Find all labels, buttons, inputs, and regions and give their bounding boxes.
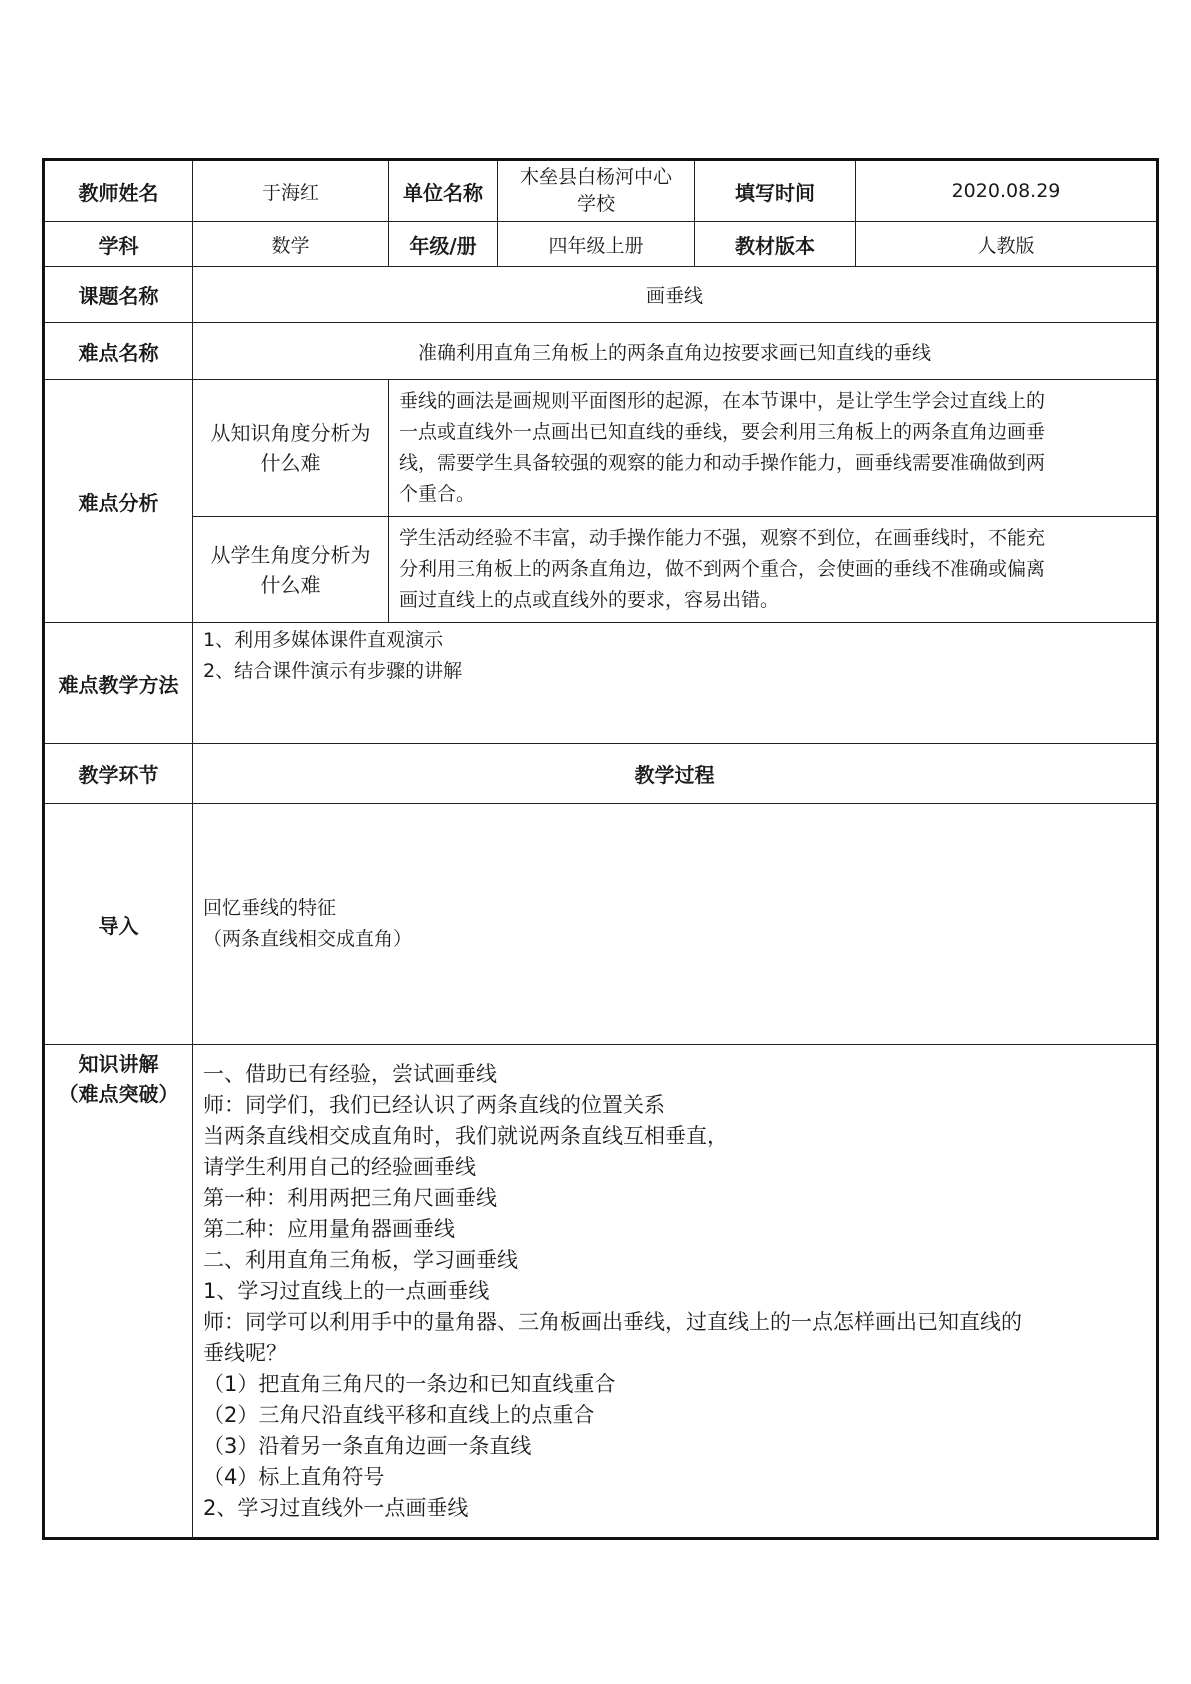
- knowledge-text-line: （3）沿着另一条直角边画一条直线: [203, 1434, 532, 1458]
- student-angle-label: [193, 517, 389, 623]
- student-angle-label-line2: 什么难: [260, 572, 321, 597]
- knowledge-angle-label-line1: 从知识角度分析为: [210, 421, 371, 445]
- teacher-value: 于海红: [193, 160, 389, 222]
- knowledge-line: 一点或直线外一点画出已知直线的垂线，要会利用三角板上的两条直角边画垂: [399, 421, 1046, 443]
- edition-value: 人教版: [856, 222, 1158, 267]
- grade-value: 四年级上册: [498, 222, 695, 267]
- knowledge-text: [193, 1045, 1158, 1539]
- knowledge-text-line: 1、学习过直线上的一点画垂线: [203, 1279, 490, 1303]
- knowledge-text-line: 师：同学可以利用手中的量角器、三角板画出垂线，过直线上的一点怎样画出已知直线的: [203, 1310, 1022, 1334]
- knowledge-text-line: （2）三角尺沿直线平移和直线上的点重合: [203, 1403, 595, 1427]
- unit-value-line2: 学校: [576, 193, 615, 215]
- knowledge-label-line2: （难点突破）: [58, 1082, 179, 1106]
- process-stage-header: 教学环节: [44, 744, 193, 804]
- intro-line: （两条直线相交成直角）: [203, 928, 413, 950]
- knowledge-text-line: 垂线呢？: [203, 1341, 287, 1365]
- knowledge-angle-text: [389, 380, 1158, 517]
- teacher-label: 教师姓名: [44, 160, 193, 222]
- difficulty-value: 准确利用直角三角板上的两条直角边按要求画已知直线的垂线: [193, 323, 1158, 380]
- topic-label: 课题名称: [44, 267, 193, 323]
- student-line: 学生活动经验不丰富，动手操作能力不强，观察不到位，在画垂线时，不能充: [399, 527, 1046, 549]
- topic-value: 画垂线: [193, 267, 1158, 323]
- method-line: 1、利用多媒体课件直观演示: [203, 629, 444, 651]
- lesson-plan-sheet: [42, 158, 1156, 1540]
- intro-label: 导入: [44, 804, 193, 1045]
- unit-value: [498, 160, 695, 222]
- knowledge-text-line: 第二种：应用量角器画垂线: [203, 1217, 455, 1241]
- intro-line: 回忆垂线的特征: [203, 897, 337, 919]
- knowledge-text-line: （4）标上直角符号: [203, 1465, 385, 1489]
- date-value: 2020.08.29: [856, 160, 1158, 222]
- knowledge-angle-label-line2: 什么难: [260, 451, 321, 475]
- knowledge-line: 个重合。: [399, 483, 476, 505]
- intro-text: [193, 804, 1158, 1045]
- knowledge-text-line: 第一种：利用两把三角尺画垂线: [203, 1186, 497, 1210]
- subject-value: 数学: [193, 222, 389, 267]
- method-line: 2、结合课件演示有步骤的讲解: [203, 660, 463, 682]
- grade-label: 年级/册: [389, 222, 498, 267]
- lesson-plan-table: [42, 158, 1159, 1540]
- knowledge-text-line: 师：同学们，我们已经认识了两条直线的位置关系: [203, 1093, 665, 1117]
- student-angle-text: [389, 517, 1158, 623]
- knowledge-text-line: （1）把直角三角尺的一条边和已知直线重合: [203, 1372, 616, 1396]
- knowledge-line: 线，需要学生具备较强的观察的能力和动手操作能力，画垂线需要准确做到两: [399, 452, 1046, 474]
- process-content-header: 教学过程: [193, 744, 1158, 804]
- knowledge-text-line: 一、借助已有经验，尝试画垂线: [203, 1062, 497, 1086]
- knowledge-angle-label: [193, 380, 389, 517]
- knowledge-label-line1: 知识讲解: [78, 1052, 159, 1076]
- knowledge-text-line: 当两条直线相交成直角时，我们就说两条直线互相垂直，: [203, 1124, 728, 1148]
- difficulty-label: 难点名称: [44, 323, 193, 380]
- student-angle-label-line1: 从学生角度分析为: [210, 542, 371, 567]
- unit-label: 单位名称: [389, 160, 498, 222]
- unit-value-line1: 木垒县白杨河中心: [519, 166, 672, 188]
- analysis-label: 难点分析: [44, 380, 193, 623]
- method-text: [193, 623, 1158, 744]
- knowledge-text-line: 2、学习过直线外一点画垂线: [203, 1496, 469, 1520]
- knowledge-text-line: 请学生利用自己的经验画垂线: [203, 1155, 476, 1179]
- knowledge-text-line: 二、利用直角三角板，学习画垂线: [203, 1248, 518, 1272]
- edition-label: 教材版本: [695, 222, 856, 267]
- knowledge-label: [44, 1045, 193, 1539]
- student-line: 分利用三角板上的两条直角边，做不到两个重合，会使画的垂线不准确或偏离: [399, 558, 1046, 580]
- student-line: 画过直线上的点或直线外的要求，容易出错。: [399, 589, 780, 611]
- date-label: 填写时间: [695, 160, 856, 222]
- knowledge-line: 垂线的画法是画规则平面图形的起源，在本节课中，是让学生学会过直线上的: [399, 390, 1046, 412]
- method-label: 难点教学方法: [44, 623, 193, 744]
- subject-label: 学科: [44, 222, 193, 267]
